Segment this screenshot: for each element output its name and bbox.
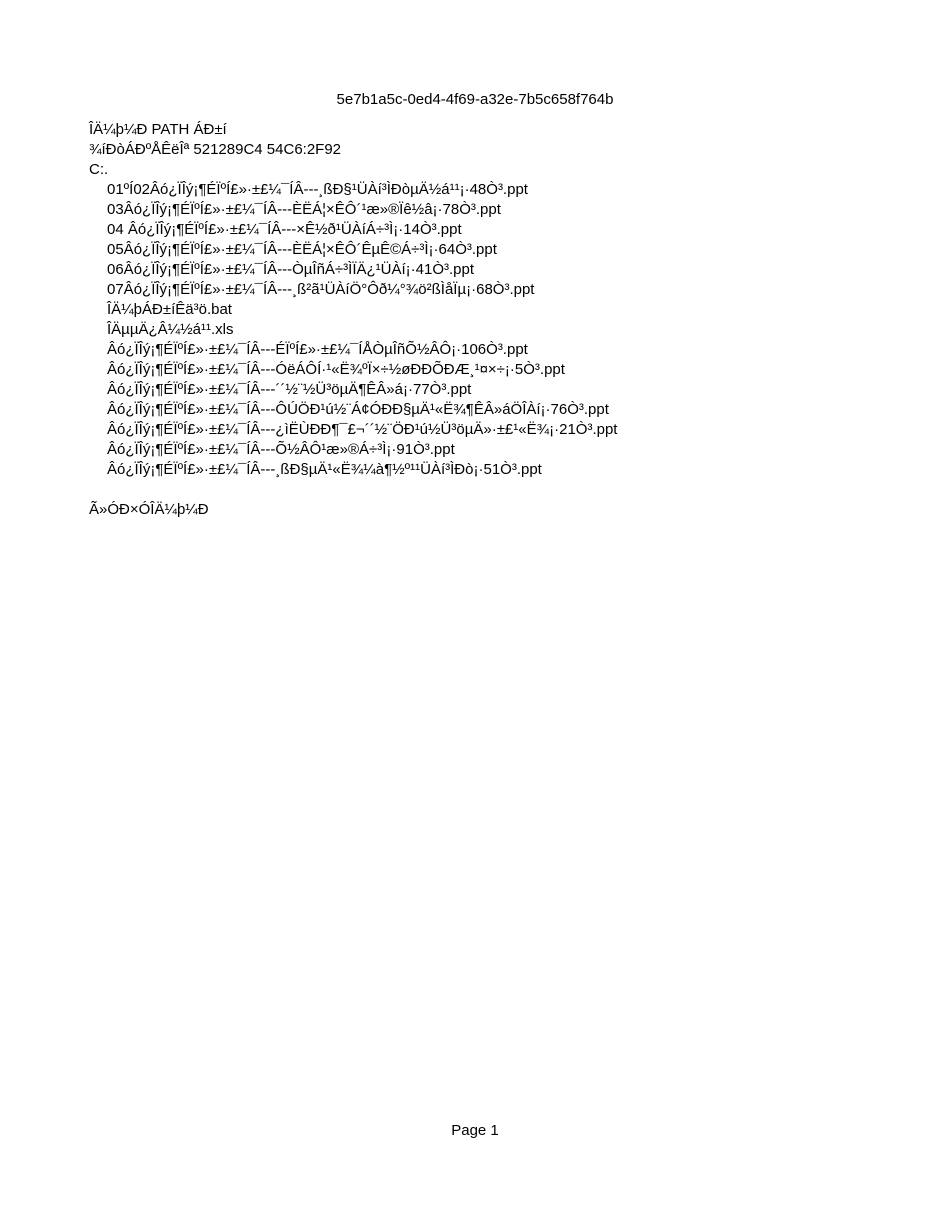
file-entry: Âó¿ÏÎý¡¶ÉÏºÍ£»·±£¼¯ÍÂ---Õ½ÂÔ¹æ»®Á÷³Ì¡·91Ò³.ppt [107,441,455,458]
file-entry: Âó¿ÏÎý¡¶ÉÏºÍ£»·±£¼¯ÍÂ---¸ßÐ§µÄ¹«Ë¾¼à¶½º¹¹ÜÀí³ÌÐò¡·51Ò³.ppt [107,461,542,478]
blank-line [89,480,929,500]
file-entry: Âó¿ÏÎý¡¶ÉÏºÍ£»·±£¼¯ÍÂ---ÉÏºÍ£»·±£¼¯ÍÅÒµÎñÕ½ÂÔ¡·106Ò³.ppt [107,341,528,358]
directory-listing [89,120,929,520]
file-entry: 07Âó¿ÏÎý¡¶ÉÏºÍ£»·±£¼¯ÍÂ---¸ß²ã¹ÜÀíÖ°Ôð¼°¾ö²ßÌåÏµ¡·68Ò³.ppt [107,281,535,298]
file-entry: Âó¿ÏÎý¡¶ÉÏºÍ£»·±£¼¯ÍÂ---¿ìËÙÐÐ¶¯£¬´´½¨ÖÐ¹ú½Ü³öµÄ»·±£¹«Ë¾¡·21Ò³.ppt [107,421,618,438]
file-entry: ÎÄµµÄ¿Â¼½á¹¹.xls [107,321,234,338]
file-entry: 03Âó¿ÏÎý¡¶ÉÏºÍ£»·±£¼¯ÍÂ---ÈËÁ¦×ÊÔ´¹æ»®Ïê½â¡·78Ò³.ppt [107,201,501,218]
volume-serial: ¾íÐòÁÐºÅÊëÎª 521289C4 54C6:2F92 [89,141,342,158]
page-header: 5e7b1a5c-0ed4-4f69-a32e-7b5c658f764b [336,91,614,108]
listing-title: ÎÄ¼þ¼Ð PATH ÁÐ±í [89,121,227,138]
file-entry: ÎÄ¼þÁÐ±íÊä³ö.bat [107,301,232,318]
file-entry: 06Âó¿ÏÎý¡¶ÉÏºÍ£»·±£¼¯ÍÂ---ÒµÎñÁ÷³ÌÏÄ¿¹ÜÀí¡·41Ò³.ppt [107,261,475,278]
file-entry: 01ºÍ02Âó¿ÏÎý¡¶ÉÏºÍ£»·±£¼¯ÍÂ---¸ßÐ§¹ÜÀí³ÌÐòµÄ½á¹¹¡·48Ò³.ppt [107,181,528,198]
file-entry: Âó¿ÏÎý¡¶ÉÏºÍ£»·±£¼¯ÍÂ---ÔÚÖÐ¹ú½¨Á¢ÓÐÐ§µÄ¹«Ë¾¶ÊÂ»áÖÎÀí¡·76Ò³.ppt [107,401,609,418]
no-subfolders-note: Ã»ÓÐ×ÓÎÄ¼þ¼Ð [89,501,209,518]
page-number: Page 1 [451,1122,499,1139]
file-entry: Âó¿ÏÎý¡¶ÉÏºÍ£»·±£¼¯ÍÂ---ÓëÁÔÍ·¹«Ë¾ºÏ×÷½øÐÐÕÐÆ¸¹¤×÷¡·5Ò³.ppt [107,361,565,378]
file-entry: 05Âó¿ÏÎý¡¶ÉÏºÍ£»·±£¼¯ÍÂ---ÈËÁ¦×ÊÔ´ÊµÊ©Á÷³Ì¡·64Ò³.ppt [107,241,497,258]
file-entry: Âó¿ÏÎý¡¶ÉÏºÍ£»·±£¼¯ÍÂ---´´½¨½Ü³öµÄ¶ÊÂ»á¡·77Ò³.ppt [107,381,472,398]
drive-root: C:. [89,161,109,178]
file-entry: 04 Âó¿ÏÎý¡¶ÉÏºÍ£»·±£¼¯ÍÂ---×Ê½ð¹ÜÀíÁ÷³Ì¡·14Ò³.ppt [107,221,462,238]
